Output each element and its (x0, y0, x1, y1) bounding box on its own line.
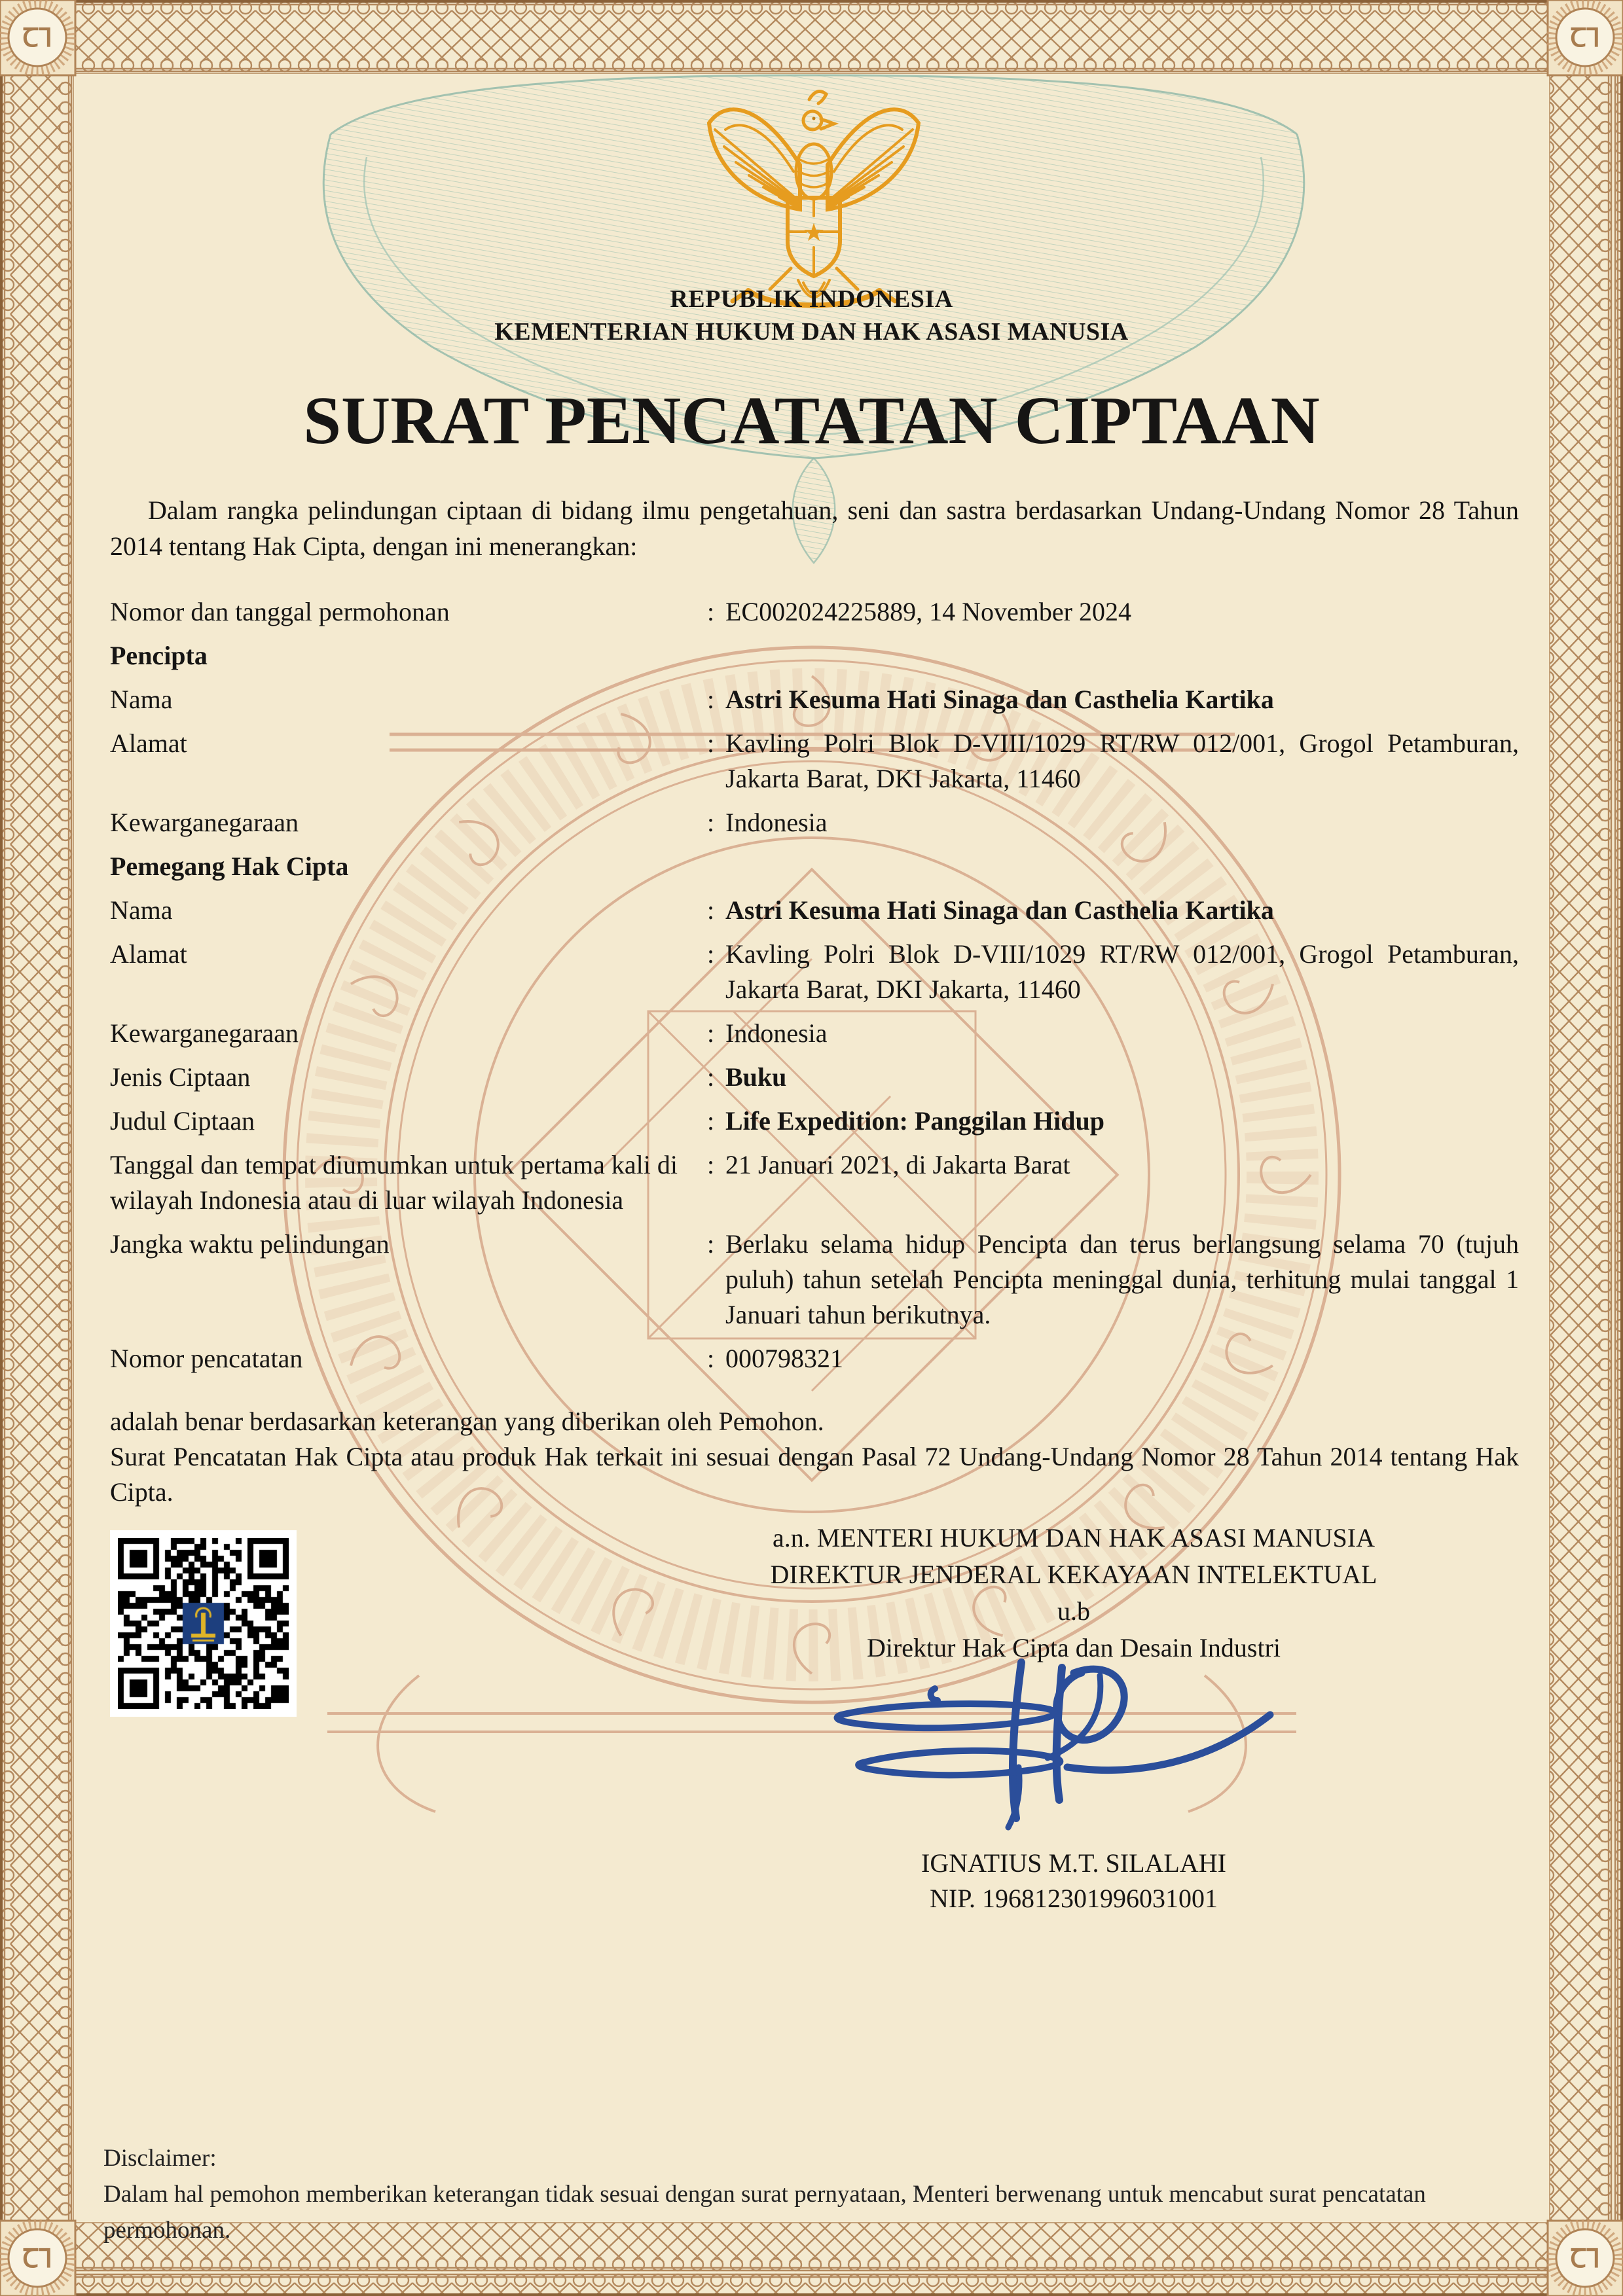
field-value: Astri Kesuma Hati Sinaga dan Casthelia Kartika (725, 895, 1274, 925)
field-row-work-type (110, 1060, 1519, 1095)
field-row-holder-address (110, 937, 1519, 1007)
field-label: Judul Ciptaan (110, 1106, 255, 1136)
field-label: Jenis Ciptaan (110, 1062, 251, 1092)
country-name: REPUBLIK INDONESIA (670, 285, 953, 313)
field-label: Alamat (110, 939, 187, 969)
signer-identity (629, 1846, 1519, 1916)
field-row-first-publication (110, 1147, 1519, 1218)
certificate-fields (110, 594, 1519, 1385)
field-value: 000798321 (725, 1344, 843, 1373)
field-row-registration-number (110, 1341, 1519, 1376)
field-label: Nomor pencatatan (110, 1344, 303, 1373)
colon-separator: : (706, 939, 715, 969)
on-behalf-line: a.n. MENTERI HUKUM DAN HAK ASASI MANUSIA (773, 1523, 1375, 1552)
section-header-pemegang-hak-cipta: Pemegang Hak Cipta (110, 852, 349, 881)
closing-line-2: Surat Pencatatan Hak Cipta atau produk Hak terkait ini sesuai dengan Pasal 72 Undang-Undang Nomor 28 Tahun 2014 tentang Hak Cipta. (110, 1442, 1519, 1507)
field-value: 21 Januari 2021, di Jakarta Barat (725, 1150, 1070, 1179)
field-value: Life Expedition: Panggilan Hidup (725, 1106, 1105, 1136)
field-value: Astri Kesuma Hati Sinaga dan Casthelia Kartika (725, 685, 1274, 714)
field-label: Tanggal dan tempat diumumkan untuk pertama kali di wilayah Indonesia atau di luar wilayah Indonesia (110, 1150, 678, 1215)
disclaimer-title: Disclaimer: (103, 2145, 217, 2172)
svg-text:ꞆꞀ: ꞆꞀ (22, 23, 52, 52)
svg-text:★: ★ (802, 218, 826, 247)
page-title: SURAT PENCATATAN CIPTAAN (303, 383, 1320, 458)
field-label: Nomor dan tanggal permohonan (110, 597, 450, 626)
field-value: Kavling Polri Blok D-VIII/1029 RT/RW 012/001, Grogol Petamburan, Jakarta Barat, DKI Jakarta, 11460 (725, 939, 1519, 1004)
signer-role: Direktur Hak Cipta dan Desain Industri (866, 1633, 1281, 1662)
field-value: Berlaku selama hidup Pencipta dan terus berlangsung selama 70 (tujuh puluh) tahun setelah Pencipta meninggal dunia, terhitung mulai tanggal 1 Januari tahun berikutnya. (725, 1229, 1519, 1329)
colon-separator: : (706, 597, 715, 626)
field-label: Nama (110, 685, 173, 714)
field-row-creator-name (110, 682, 1519, 717)
field-label: Kewarganegaraan (110, 1018, 299, 1048)
signer-nip: NIP. 196812301996031001 (929, 1884, 1218, 1913)
colon-separator: : (706, 1150, 715, 1179)
field-value: EC002024225889, 14 November 2024 (725, 597, 1131, 626)
field-row-work-title (110, 1103, 1519, 1139)
field-row-protection-period (110, 1227, 1519, 1333)
colon-separator: : (706, 685, 715, 714)
closing-statement (110, 1404, 1519, 1510)
colon-separator: : (706, 808, 715, 837)
colon-separator: : (706, 1062, 715, 1092)
ub-line: u.b (1057, 1596, 1090, 1626)
signature-authority-block (629, 1520, 1519, 1666)
verification-qr-code-icon (118, 1538, 289, 1709)
signature-ink-icon (753, 1649, 1290, 1846)
colon-separator: : (706, 1344, 715, 1373)
field-row-holder-nationality (110, 1016, 1519, 1051)
field-row-creator-address (110, 726, 1519, 797)
disclaimer-body: Dalam hal pemohon memberikan keterangan tidak sesuai dengan surat pernyataan, Menteri berwenang untuk mencabut surat pencatatan permohonan. (103, 2181, 1426, 2244)
field-value: Indonesia (725, 808, 828, 837)
signer-name: IGNATIUS M.T. SILALAHI (921, 1848, 1226, 1878)
disclaimer-block (103, 2140, 1531, 2248)
field-row-holder-name (110, 893, 1519, 928)
colon-separator: : (706, 1229, 715, 1259)
field-label: Nama (110, 895, 173, 925)
directorate-line: DIREKTUR JENDERAL KEKAYAAN INTELEKTUAL (770, 1560, 1377, 1589)
section-header-pencipta: Pencipta (110, 641, 208, 670)
field-value: Indonesia (725, 1018, 828, 1048)
colon-separator: : (706, 895, 715, 925)
intro-paragraph: Dalam rangka pelindungan ciptaan di bidang ilmu pengetahuan, seni dan sastra berdasarkan Undang-Undang Nomor 28 Tahun 2014 tentang Hak Cipta, dengan ini menerangkan: (110, 495, 1519, 561)
ministry-name: KEMENTERIAN HUKUM DAN HAK ASASI MANUSIA (494, 318, 1129, 346)
field-label: Alamat (110, 728, 187, 758)
field-label: Jangka waktu pelindungan (110, 1229, 390, 1259)
colon-separator: : (706, 1106, 715, 1136)
colon-separator: : (706, 1018, 715, 1048)
qr-code-container (110, 1530, 297, 1717)
national-header (0, 283, 1623, 348)
field-row-creator-nationality (110, 805, 1519, 840)
field-label: Kewarganegaraan (110, 808, 299, 837)
field-row-application-number (110, 594, 1519, 630)
field-value: Kavling Polri Blok D-VIII/1029 RT/RW 012/001, Grogol Petamburan, Jakarta Barat, DKI Jakarta, 11460 (725, 728, 1519, 793)
colon-separator: : (706, 728, 715, 758)
closing-line-1: adalah benar berdasarkan keterangan yang diberikan oleh Pemohon. (110, 1407, 824, 1436)
field-value: Buku (725, 1062, 787, 1092)
